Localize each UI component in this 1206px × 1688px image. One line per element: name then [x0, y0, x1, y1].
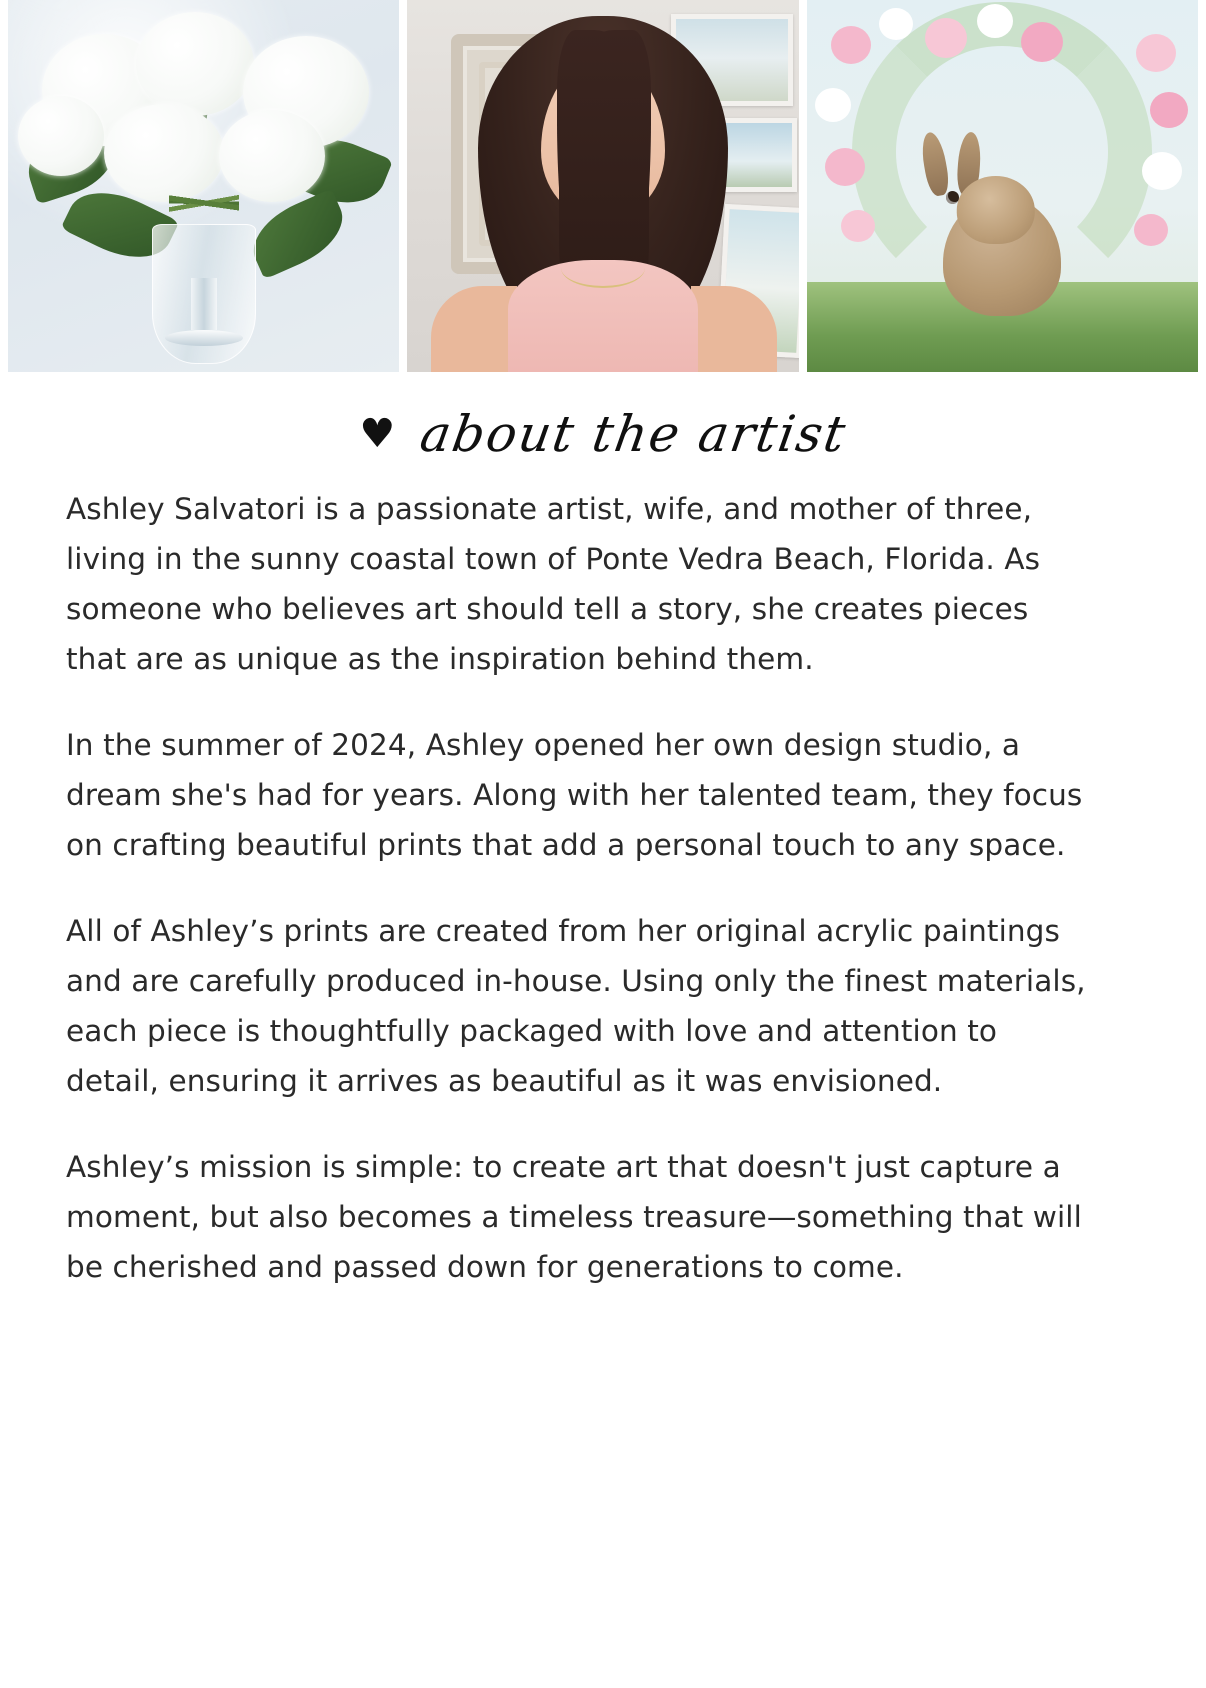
bunny-wreath-painting — [807, 0, 1198, 372]
bunny-head — [957, 176, 1035, 244]
flower-petal — [1021, 22, 1063, 62]
artist-bio — [0, 470, 1206, 1292]
flower-petal — [977, 4, 1013, 38]
hydrangea-painting-canvas — [8, 0, 399, 372]
flower-petal — [825, 148, 865, 186]
leaf-shape — [242, 188, 354, 279]
bunny-eye — [946, 191, 959, 204]
shoulder — [431, 286, 517, 372]
flower-petal — [1142, 152, 1182, 190]
bio-paragraph: In the summer of 2024, Ashley opened her own design studio, a dream she's had for years. Along with her talented team, they focus on crafting beautiful prints that add a personal touch to any space. — [66, 728, 1083, 862]
hydrangea-bloom — [136, 12, 254, 116]
section-heading — [0, 398, 1206, 470]
flower-petal — [1134, 214, 1168, 246]
page-title: about the artist — [416, 405, 852, 463]
framed-artwork — [719, 118, 797, 192]
bio-paragraph: Ashley’s mission is simple: to create art that doesn't just capture a moment, but also becomes a timeless treasure—something that will be cherished and passed down for generations to come. — [66, 1150, 1082, 1284]
flower-petal — [879, 8, 913, 40]
artist-portrait-photo — [407, 0, 798, 372]
flower-petal — [1150, 92, 1188, 128]
flower-petal — [1136, 34, 1176, 72]
flower-petal — [815, 88, 851, 122]
flower-petal — [831, 26, 871, 64]
flower-petal — [925, 18, 967, 58]
hero-image-strip — [0, 0, 1206, 372]
bunny-painting-canvas — [807, 0, 1198, 372]
bio-paragraph: All of Ashley’s prints are created from her original acrylic paintings and are carefully produced in-house. Using only the finest materials, each piece is thoughtfully packaged with love and attention to detail, ensuring it arrives as beautiful as it was envisioned. — [66, 914, 1086, 1098]
heart-icon: ♥ — [359, 411, 396, 457]
hydrangea-painting — [8, 0, 399, 372]
necklace — [561, 248, 645, 288]
hydrangea-bloom — [18, 96, 104, 176]
vase-foot — [165, 330, 243, 346]
flower-petal — [841, 210, 875, 242]
vase-stem — [191, 278, 217, 330]
artist-portrait — [407, 0, 798, 372]
bio-paragraph: Ashley Salvatori is a passionate artist, wife, and mother of three, living in the sunny coastal town of Ponte Vedra Beach, Florida. As someone who believes art should tell a story, she creates pieces that are as unique as the inspiration behind them. — [66, 492, 1041, 676]
